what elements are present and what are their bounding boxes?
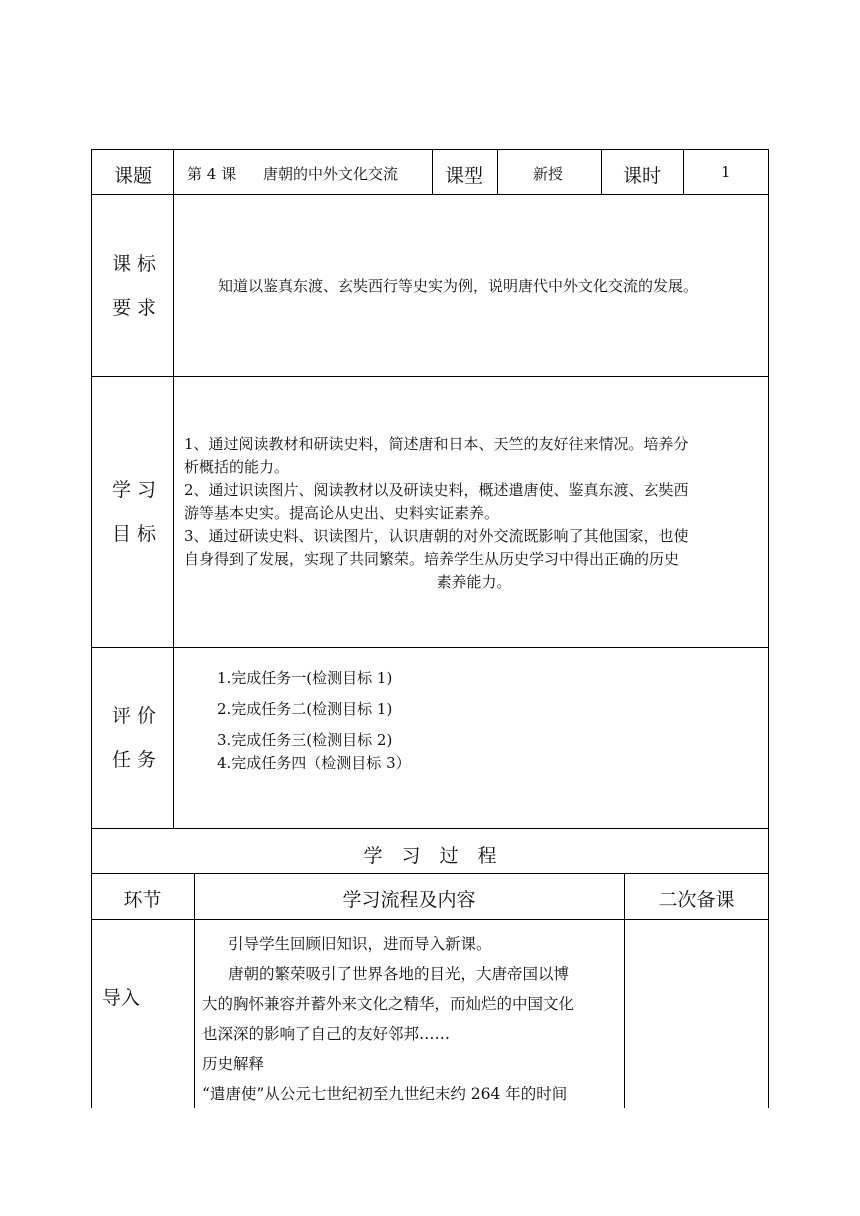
intro-stage: 导入 <box>102 987 141 1009</box>
standard-label-line2: 要 求 <box>111 297 157 319</box>
objective-line: 2、通过识读图片、阅读教材以及研读史料，概述遣唐使、鉴真东渡、玄奘西 <box>184 481 689 499</box>
column-content: 学习流程及内容 <box>342 889 476 911</box>
column-stage: 环节 <box>123 889 162 911</box>
objective-line: 3、通过研读史料、识读图片，认识唐朝的对外交流既影响了其他国家，也使 <box>184 527 689 545</box>
lesson-number: 第 4 课 <box>187 165 237 183</box>
evaluation-task: 1.完成任务一(检测目标 1) <box>217 669 393 687</box>
objectives-list <box>184 433 764 594</box>
topic-label: 课题 <box>114 165 153 187</box>
objective-line: 游等基本史实。提高论从史出、史料实证素养。 <box>184 504 500 522</box>
evaluation-label-line2: 任 务 <box>111 749 157 771</box>
evaluation-task: 3.完成任务三(检测目标 2) <box>217 731 393 749</box>
intro-content <box>202 929 622 1109</box>
process-title: 学 习 过 程 <box>363 845 497 867</box>
standard-label-line1: 课 标 <box>111 253 157 275</box>
objectives-label-line2: 目 标 <box>111 523 157 545</box>
objective-line: 析概括的能力。 <box>184 458 290 476</box>
type-value: 新授 <box>533 165 564 183</box>
type-label: 课型 <box>445 165 484 187</box>
hours-value: 1 <box>721 163 731 181</box>
evaluation-task: 2.完成任务二(检测目标 1) <box>217 700 393 718</box>
evaluation-label-line1: 评 价 <box>111 705 157 727</box>
objective-line: 1、通过阅读教材和研读史料，简述唐和日本、天竺的友好往来情况。培养分 <box>184 435 689 453</box>
intro-line: “遣唐使”从公元七世纪初至九世纪末约 264 年的时间 <box>202 1085 568 1103</box>
intro-line: 唐朝的繁荣吸引了世界各地的目光，大唐帝国以博 <box>228 965 570 983</box>
column-revision: 二次备课 <box>658 889 735 911</box>
standard-content: 知道以鉴真东渡、玄奘西行等史实为例，说明唐代中外文化交流的发展。 <box>218 277 699 295</box>
intro-line: 也深深的影响了自己的友好邻邦…… <box>202 1025 451 1043</box>
intro-line: 大的胸怀兼容并蓄外来文化之精华，而灿烂的中国文化 <box>202 995 575 1013</box>
lesson-title: 唐朝的中外文化交流 <box>263 165 399 183</box>
hours-label: 课时 <box>623 165 662 187</box>
objectives-label-line1: 学 习 <box>111 479 157 501</box>
evaluation-task: 4.完成任务四（检测目标 3） <box>217 754 411 772</box>
objective-line: 自身得到了发展，实现了共同繁荣。培养学生从历史学习中得出正确的历史 <box>184 550 680 568</box>
intro-line: 引导学生回顾旧知识，进而导入新课。 <box>228 935 492 953</box>
intro-line: 历史解释 <box>202 1055 265 1073</box>
objective-line: 素养能力。 <box>436 573 512 591</box>
